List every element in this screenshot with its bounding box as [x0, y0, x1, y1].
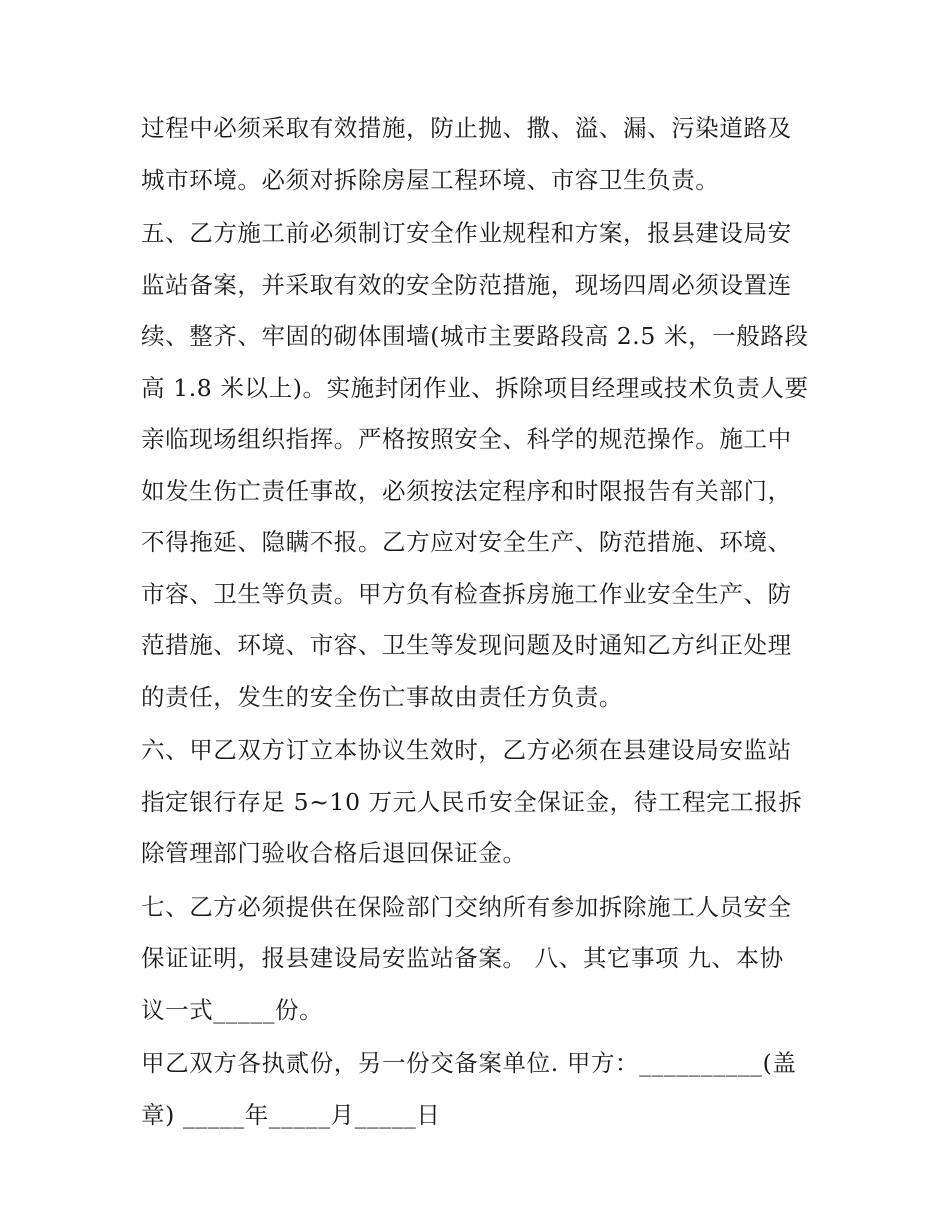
text-line: 保证证明，报县建设局安监站备案。 八、其它事项 九、本协	[141, 944, 784, 972]
text-line: 不得拖延、隐瞒不报。乙方应对安全生产、防范措施、环境、	[141, 528, 792, 556]
text-line: 如发生伤亡责任事故，必须按法定程序和时限报告有关部门，	[141, 476, 792, 505]
text-line: 议一式_____份。	[141, 995, 324, 1024]
text-line: 七、乙方必须提供在保险部门交纳所有参加拆除施工人员安全	[141, 892, 792, 921]
paragraph-clause-5	[141, 208, 813, 723]
paragraph-signature	[141, 1038, 813, 1141]
text-line: 亲临现场组织指挥。严格按照安全、科学的规范操作。施工中	[141, 425, 792, 453]
paragraph-environment	[141, 103, 813, 206]
text-line: 城市环境。必须对拆除房屋工程环境、市容卫生负责。	[141, 165, 720, 194]
text-line: 范措施、环境、市容、卫生等发现问题及时通知乙方纠正处理	[141, 631, 792, 659]
text-line: 五、乙方施工前必须制订安全作业规程和方案，报县建设局安	[141, 219, 792, 247]
text-line: 的责任，发生的安全伤亡事故由责任方负责。	[141, 682, 623, 711]
text-line: 除管理部门验收合格后退回保证金。	[141, 839, 527, 867]
text-line: 监站备案，并采取有效的安全防范措施，现场四周必须设置连	[141, 270, 792, 299]
text-line: 过程中必须采取有效措施，防止抛、撒、溢、漏、污染道路及	[141, 114, 792, 142]
paragraph-clause-7	[141, 882, 813, 1037]
text-line: 章) _____年_____月_____日	[141, 1100, 441, 1129]
text-line: 六、甲乙双方订立本协议生效时，乙方必须在县建设局安监站	[141, 736, 792, 764]
text-line: 甲乙双方各执贰份，另一份交备案单位. 甲方：__________(盖	[141, 1049, 797, 1077]
paragraph-clause-6	[141, 725, 813, 880]
text-line: 指定银行存足 5~10 万元人民币安全保证金，待工程完工报拆	[141, 787, 803, 816]
text-line: 市容、卫生等负责。甲方负有检查拆房施工作业安全生产、防	[141, 579, 792, 608]
text-line: 高 1.8 米以上)。实施封闭作业、拆除项目经理或技术负责人要	[141, 373, 809, 402]
document-body	[141, 103, 813, 1143]
text-line: 续、整齐、牢固的砌体围墙(城市主要路段高 2.5 米，一般路段	[141, 322, 809, 350]
